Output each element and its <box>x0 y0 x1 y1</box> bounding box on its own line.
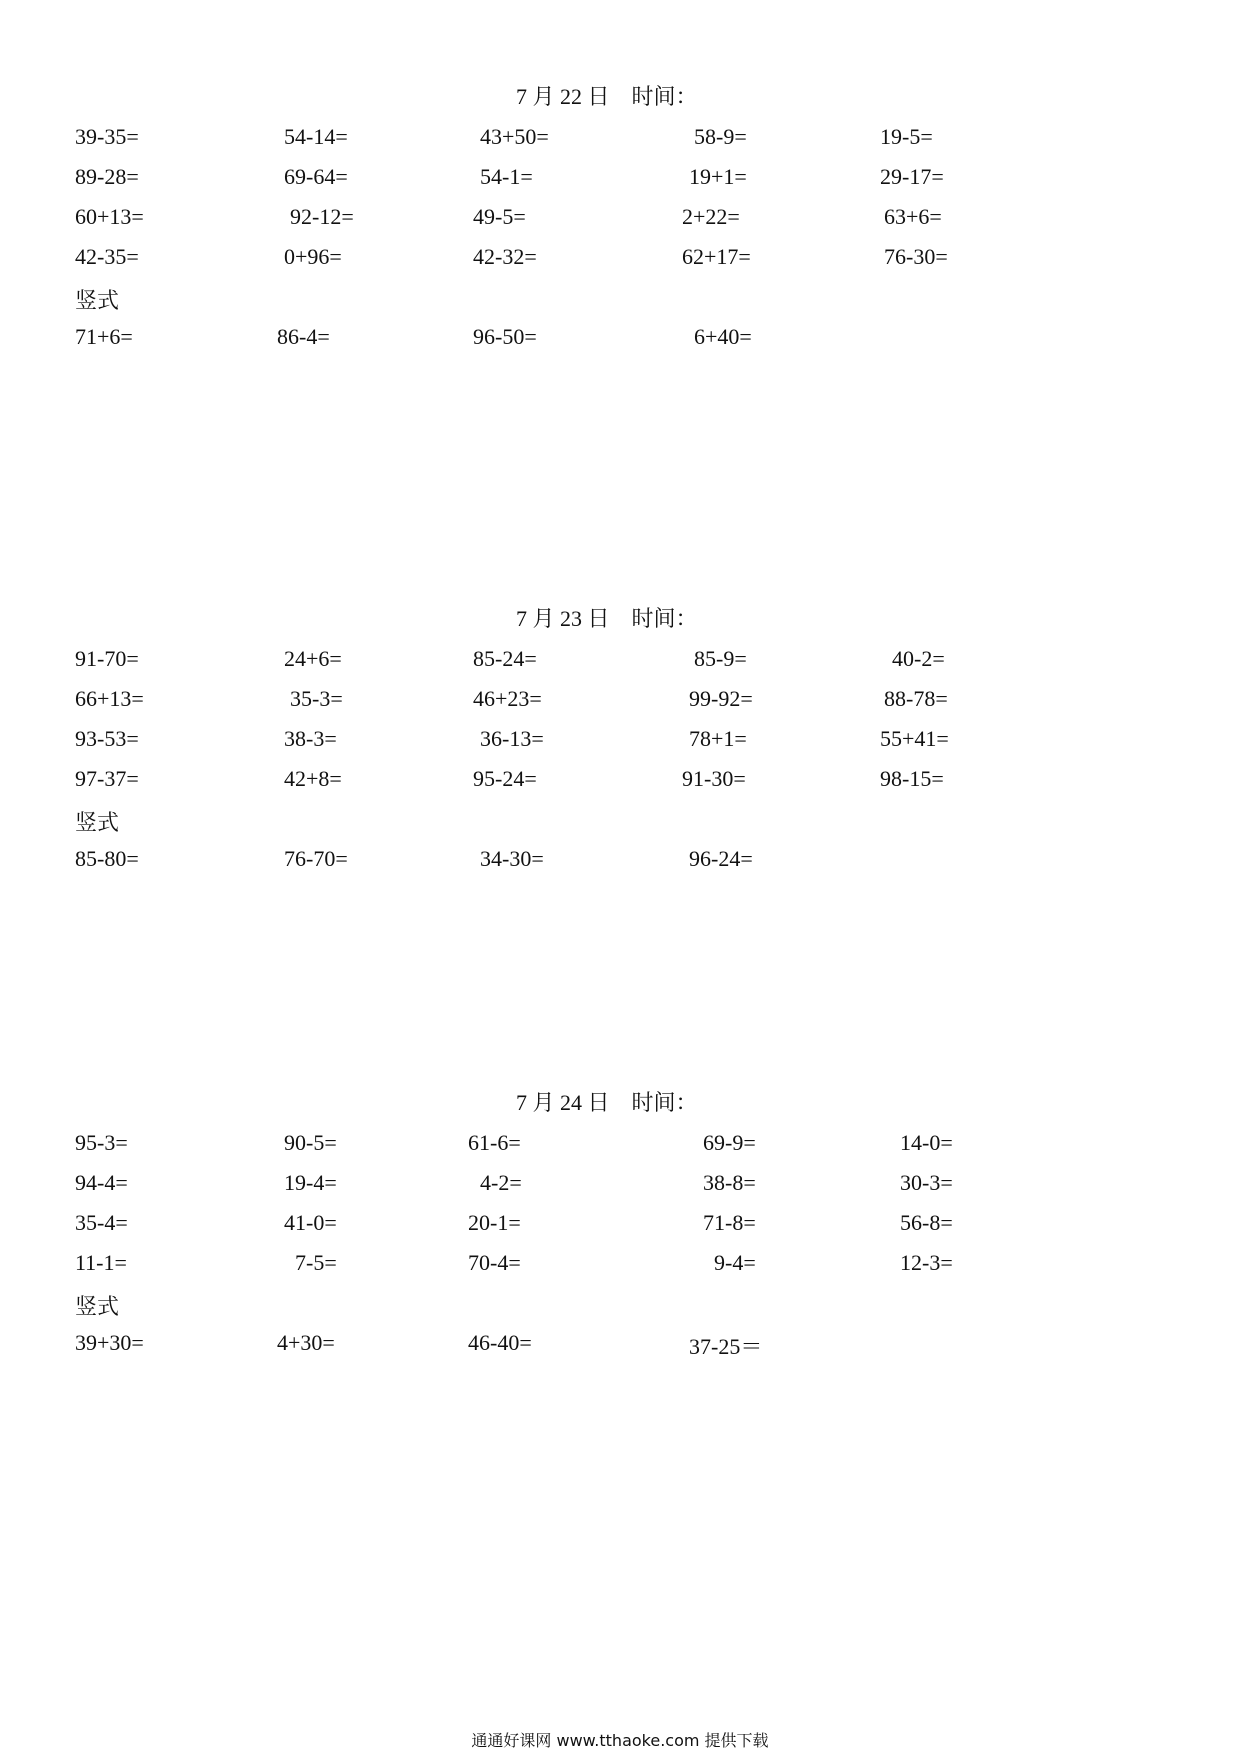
problem: 85-24= <box>473 646 537 671</box>
problem: 99-92= <box>689 686 753 711</box>
problem: 66+13= <box>75 686 144 711</box>
problem: 39-35= <box>75 124 139 149</box>
problem: 56-8= <box>900 1210 953 1235</box>
problem: 42+8= <box>284 766 342 791</box>
problem: 0+96= <box>284 244 342 269</box>
vertical-label: 竖式 <box>75 811 120 836</box>
problem: 93-53= <box>75 726 139 751</box>
section-title-jul24: 7 月 24 日 时间： <box>516 1090 698 1115</box>
problem: 88-78= <box>884 686 948 711</box>
problem: 70-4= <box>468 1250 521 1275</box>
vertical-problem: 34-30= <box>480 846 544 871</box>
problem: 36-13= <box>480 726 544 751</box>
problem: 71-8= <box>703 1210 756 1235</box>
problem: 38-8= <box>703 1170 756 1195</box>
problem: 95-24= <box>473 766 537 791</box>
problem: 89-28= <box>75 164 139 189</box>
vertical-problem: 6+40= <box>694 324 752 349</box>
problem: 90-5= <box>284 1130 337 1155</box>
problem: 54-1= <box>480 164 533 189</box>
problem: 46+23= <box>473 686 542 711</box>
footer-credit: 通通好课网 www.tthaoke.com 提供下载 <box>471 1731 769 1750</box>
problem: 42-32= <box>473 244 537 269</box>
problem: 54-14= <box>284 124 348 149</box>
problem: 29-17= <box>880 164 944 189</box>
problem: 98-15= <box>880 766 944 791</box>
problem: 95-3= <box>75 1130 128 1155</box>
problem: 2+22= <box>682 204 740 229</box>
problem: 61-6= <box>468 1130 521 1155</box>
vertical-problem: 96-50= <box>473 324 537 349</box>
section-title-jul22: 7 月 22 日 时间： <box>516 84 698 109</box>
problem: 24+6= <box>284 646 342 671</box>
problem: 69-9= <box>703 1130 756 1155</box>
vertical-problem: 39+30= <box>75 1330 144 1355</box>
vertical-problem: 96-24= <box>689 846 753 871</box>
problem: 41-0= <box>284 1210 337 1235</box>
problem: 43+50= <box>480 124 549 149</box>
problem: 7-5= <box>295 1250 337 1275</box>
problem: 19-5= <box>880 124 933 149</box>
problem: 4-2= <box>480 1170 522 1195</box>
problem: 97-37= <box>75 766 139 791</box>
vertical-problem: 71+6= <box>75 324 133 349</box>
problem: 91-70= <box>75 646 139 671</box>
vertical-problem: 37-25＝ <box>689 1334 763 1359</box>
problem: 69-64= <box>284 164 348 189</box>
problem: 11-1= <box>75 1250 127 1275</box>
problem: 20-1= <box>468 1210 521 1235</box>
problem: 12-3= <box>900 1250 953 1275</box>
vertical-label: 竖式 <box>75 289 120 314</box>
problem: 58-9= <box>694 124 747 149</box>
vertical-problem: 86-4= <box>277 324 330 349</box>
problem: 94-4= <box>75 1170 128 1195</box>
section-title-jul23: 7 月 23 日 时间： <box>516 606 698 631</box>
vertical-problem: 85-80= <box>75 846 139 871</box>
vertical-problem: 76-70= <box>284 846 348 871</box>
problem: 91-30= <box>682 766 746 791</box>
problem: 19+1= <box>689 164 747 189</box>
vertical-label: 竖式 <box>75 1295 120 1320</box>
problem: 63+6= <box>884 204 942 229</box>
problem: 85-9= <box>694 646 747 671</box>
problem: 9-4= <box>714 1250 756 1275</box>
vertical-problem: 46-40= <box>468 1330 532 1355</box>
problem: 49-5= <box>473 204 526 229</box>
problem: 30-3= <box>900 1170 953 1195</box>
problem: 42-35= <box>75 244 139 269</box>
problem: 35-3= <box>290 686 343 711</box>
problem: 38-3= <box>284 726 337 751</box>
problem: 35-4= <box>75 1210 128 1235</box>
problem: 76-30= <box>884 244 948 269</box>
problem: 14-0= <box>900 1130 953 1155</box>
problem: 19-4= <box>284 1170 337 1195</box>
problem: 60+13= <box>75 204 144 229</box>
problem: 92-12= <box>290 204 354 229</box>
vertical-problem: 4+30= <box>277 1330 335 1355</box>
problem: 40-2= <box>892 646 945 671</box>
problem: 62+17= <box>682 244 751 269</box>
problem: 55+41= <box>880 726 949 751</box>
problem: 78+1= <box>689 726 747 751</box>
